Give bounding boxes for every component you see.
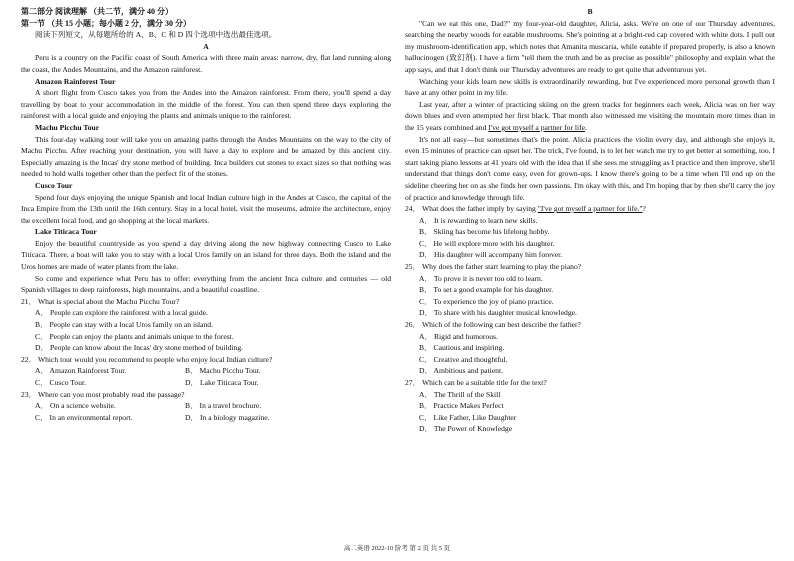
question-27-option-c: C． Like Father, Like Daughter <box>419 412 517 422</box>
left-column <box>21 6 391 423</box>
paragraph-3-text: Last year, after a winter of practicing skiing on the green tracks for beginners each week, Alicia was on her way down blues and even attempted her first black. That month also witnessed me visiting the mountain more times than in the 15 years combined and <box>405 99 775 132</box>
question-24-quote: "I've got myself a partner for life." <box>537 204 643 214</box>
question-21-option-a: A． People can explore the rainforest with a local guide. <box>35 308 208 318</box>
passage-a-intro: Peru is a country on the Pacific coast of South America with three main areas: narrow, dry, flat land running along the coast, the Andes Mountains, and the Amazon rainforest. <box>21 53 391 74</box>
passage-a-closing: So come and experience what Peru has to offer: everything from the ancient Inca culture and centuries — old Spanish villages to deep rainforests, high mountains, and a beautiful coastline. <box>21 273 391 295</box>
question-22-options-row2 <box>21 377 391 389</box>
question-25-option-c: C． To experience the joy of piano practice. <box>419 296 554 306</box>
question-22-options-row1 <box>21 365 391 377</box>
tour-text-amazon: A short flight from Cusco takes you from the Andes into the Amazon rainforest. From there, you'll spend a day travelling by boat to your accommodation in the middle of the forest. You can then spend three days exploring the rainforest with a local guide and enjoying the plants and animals unique to the rainforest. <box>21 88 391 121</box>
question-26-option-d: D． Ambitious and patient. <box>419 366 503 376</box>
tour-text-cusco: Spend four days enjoying the unique Spanish and local Indian culture high in the Andes at Cusco, the capital of the Inca Empire from the 13th until the 16th century. Stay in a local hotel, visit the museums, admire the architecture, enjoy the excellent local food, and go shopping at the local markets. <box>21 192 391 225</box>
question-24-stem-text: 24． What does the father imply by saying <box>405 204 538 214</box>
question-27-stem: 27． Which can be a suitable title for the text? <box>405 378 547 387</box>
passage-a-letter: A <box>203 41 209 51</box>
question-26-stem: 26． Which of the following can best describe the father? <box>405 320 581 330</box>
section-heading: 第一节 （共 15 小题；每小题 2 分，满分 30 分） <box>21 18 191 28</box>
passage-b-paragraph-1: "Can we eat this one, Dad?" my four-year-old daughter, Alicia, asks. We're on one of our Thursday adventures, searching the nearby woods for eatable mushrooms. She's pointing at a bright-red cap covered with white dots. I pull out my mushroom-identification app, which notes that Amanita muscaria, while eatable if prepared properly, is also a known hallucinogen (致幻剂). I have a firm "tell them the truth and be as precise as possible" philosophy and explain what the app says, and that I don't think our Thursday adventures are ready to get quite that adventurous yet. <box>405 18 775 74</box>
question-24-stem-end: ? <box>642 204 646 214</box>
passage-b-paragraph-4: It's not all easy—but sometimes that's the point. Alicia practices the violin every day, and although she enjoys it, even 15 minutes of practice can upset her. The trick, I've found, is to let her watch me try to get better at something, too. I start taking piano lessons at 41 years old with the idea that if she sees me struggling as I practice and then improve, she'll understand that things don't come easy, even for grown-ups. I know there's going to be a time when I'll end up on the sideline cheering her on as she finds her own passions. I'm okay with this, and I'm hoping that by then she'll carry the joy of practice and knowledge through life. <box>405 134 775 202</box>
question-23-options-row1 <box>21 400 391 412</box>
question-21-option-c: C． People can enjoy the plants and animals unique to the forest. <box>35 331 234 341</box>
question-21-stem: 21． What is special about the Machu Picchu Tour? <box>21 296 180 306</box>
question-25-stem: 25． Why does the father start learning to play the piano? <box>405 262 582 272</box>
question-27-option-b: B． Practice Makes Perfect <box>419 401 504 411</box>
question-27-option-d: D． The Power of Knowledge <box>419 424 513 434</box>
question-24-option-c: C． He will explore more with his daughter. <box>419 238 555 248</box>
instruction-text: 阅读下列短文，从每题所给的 A、B、C 和 D 四个选项中选出最佳选项。 <box>35 30 277 40</box>
paragraph-3-end: . <box>584 122 587 132</box>
tour-text-machu-picchu: This four-day walking tour will take you on amazing paths through the Andes Mountains on the way to the city of Machu Picchu. After reaching your destination, you will have a day to explore and be amazed by this ancient city. Especially amazing is the Incas' dry stone method of building. Inca builders cut stones to exact sizes so that nothing was needed to hold walls together other than the perfect fit of the stones. <box>21 134 391 179</box>
question-25-option-b: B． To set a good example for his daughter. <box>419 285 554 295</box>
tour-title-amazon: Amazon Rainforest Tour <box>35 76 116 86</box>
question-21-option-b: B． People can stay with a local Uros family on an island. <box>35 320 213 330</box>
passage-b-letter: B <box>587 7 593 16</box>
question-24-option-b: B． Skiing has become his lifelong hobby. <box>419 227 550 237</box>
question-22-option-b: B． Machu Picchu Tour. <box>185 366 261 376</box>
underlined-phrase: I've got myself a partner for life <box>488 122 585 132</box>
question-26-option-a: A． Rigid and humorous. <box>419 331 498 341</box>
question-23-option-c: C． In an environmental report. <box>35 412 133 422</box>
question-22-option-a: A． Amazon Rainforest Tour. <box>35 366 127 376</box>
tour-text-titicaca: Enjoy the beautiful countryside as you spend a day driving along the new highway connecting Cusco to Lake Titicaca. There, a boat will take you to stay with a local Uros family on an island for three days. Both the island and the Uros homes are made of water plants from the lake. <box>21 238 391 272</box>
part-heading: 第二部分 阅读理解 （共二节，满分 40 分） <box>21 7 173 16</box>
passage-b-paragraph-2: Watching your kids learn new skills is extraordinarily rewarding, but I've experienced more personal growth than I have at any other point in my life. <box>405 76 775 98</box>
question-26-option-b: B． Cautious and inspiring. <box>419 343 505 353</box>
question-24-stem <box>405 203 775 215</box>
question-21-option-d: D． People can know about the Incas' dry stone method of building. <box>35 343 244 353</box>
question-24-option-a: A． It is rewarding to learn new skills. <box>419 215 538 225</box>
question-22-option-d: D． Lake Titicaca Tour. <box>185 378 259 387</box>
question-23-stem: 23． Where can you most probably read the passage? <box>21 389 185 399</box>
question-27-option-a: A． The Thrill of the Skill <box>419 389 501 399</box>
right-column <box>405 6 775 435</box>
question-24-option-d: D． His daughter will accompany him forever. <box>419 250 563 260</box>
question-22-option-c: C． Cusco Tour. <box>35 378 87 387</box>
question-22-stem: 22． Which tour would you recommend to people who enjoy local Indian culture? <box>21 354 273 364</box>
tour-title-titicaca: Lake Titicaca Tour <box>35 227 97 237</box>
question-23-options-row2 <box>21 412 391 424</box>
tour-title-cusco: Cusco Tour <box>35 180 73 190</box>
question-25-option-a: A． To prove it is never too old to learn. <box>419 273 543 283</box>
question-25-option-d: D． To share with his daughter musical knowledge. <box>419 308 577 318</box>
question-23-option-b: B． In a travel brochure. <box>185 401 262 411</box>
question-23-option-a: A． On a science website. <box>35 401 116 411</box>
passage-b-paragraph-3 <box>405 99 775 134</box>
page-footer: 高二英语 2022-10 阶考 第 2 页 共 5 页 <box>343 545 451 552</box>
question-26-option-c: C． Creative and thoughtful. <box>419 354 508 364</box>
question-23-option-d: D． In a biology magazine. <box>185 412 270 422</box>
tour-title-machu-picchu: Machu Picchu Tour <box>35 122 100 132</box>
